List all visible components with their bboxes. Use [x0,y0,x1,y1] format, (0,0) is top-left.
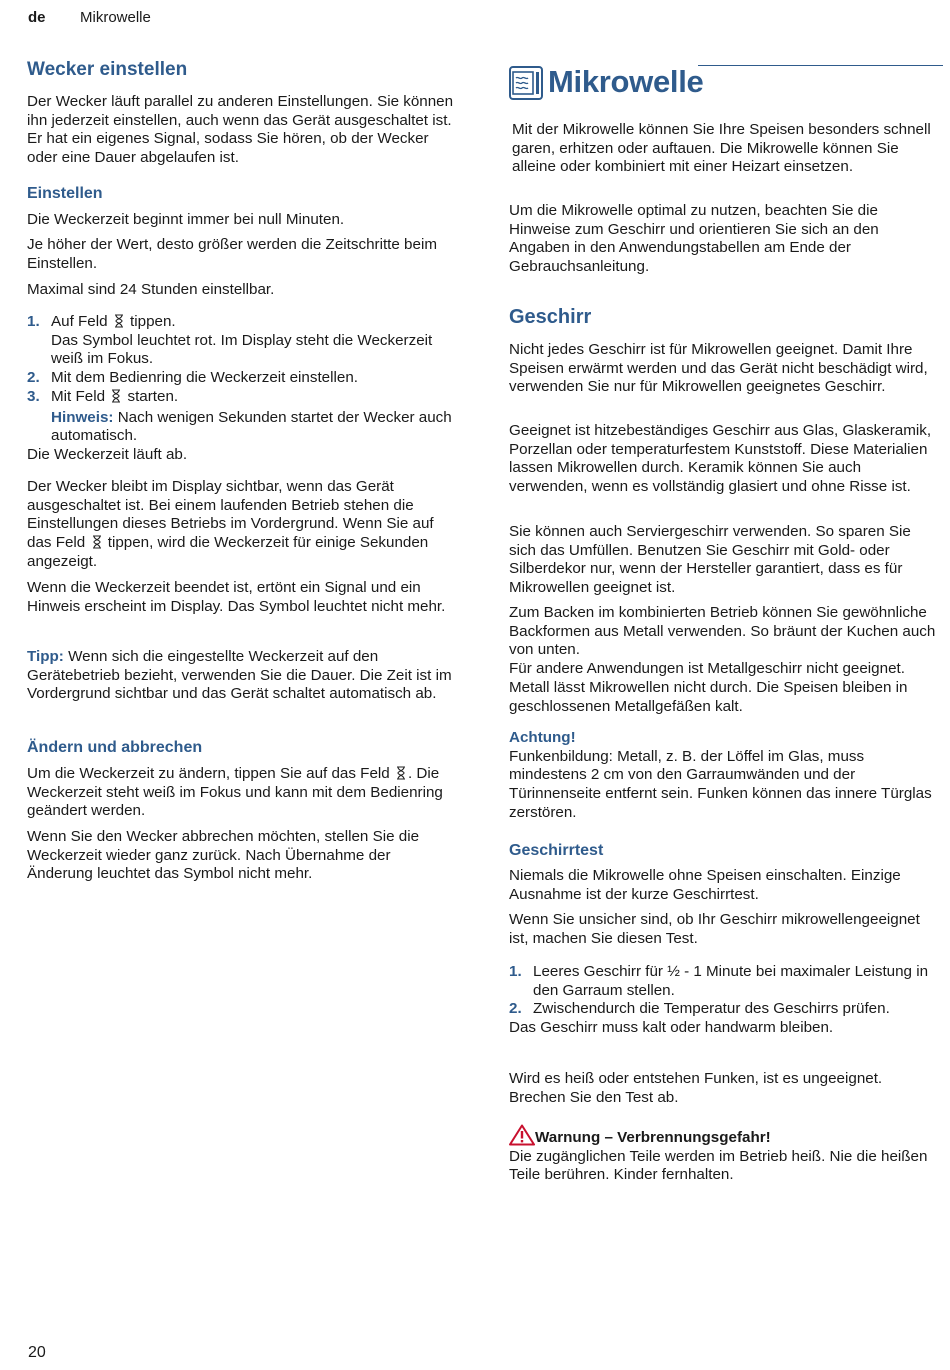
step-number: 1. [509,963,522,980]
language-code: de [28,9,46,26]
step-number: 2. [509,1000,522,1018]
warning-heading [509,1124,941,1148]
subsection-title-aendern: Ändern und abbrechen [27,739,203,756]
geschirr-p1: Nicht jedes Geschirr ist für Mikrowellen geeignet. Damit Ihre Speisen erwärmt werden und das Gerät nicht beschädigt wird, verwenden Sie nur für Mikrowellen geeignetes Geschirr. [509,341,928,396]
step-list [27,313,459,465]
hinweis-label: Hinweis: [51,408,114,426]
section-title-geschirr: Geschirr [509,306,592,328]
page-number: 20 [28,1344,46,1361]
tipp-label: Tipp: [27,648,64,665]
step-text: starten. [127,387,179,405]
einstellen-p1: Die Weckerzeit beginnt immer bei null Minuten. [27,211,345,228]
step-text: Leeres Geschirr für ½ - 1 Minute bei maximaler Leistung in den Garraum stellen. [533,963,929,999]
warning-triangle-icon [509,1124,535,1146]
step-item [27,369,459,388]
einstellen-p3: Maximal sind 24 Stunden einstellbar. [27,281,275,298]
step-item [509,1000,941,1019]
mikrowelle-intro-1: Mit der Mikrowelle können Sie Ihre Speisen besonders schnell garen, erhitzen oder auftauen. Die Mikrowelle können Sie alleine oder kombiniert mit einer Heizart einsetzen. [512,121,931,176]
wecker-intro: Der Wecker läuft parallel zu anderen Einstellungen. Sie können ihn jederzeit einstellen, auch wenn das Gerät ausgeschaltet ist. Er hat ein eigenes Signal, sodass Sie hören, ob der Wecker oder eine Dauer abgelaufen ist. [27,93,454,167]
test-step-list [509,963,941,1038]
step-final-result: Die Weckerzeit läuft ab. [27,445,188,463]
einstellen-p2: Je höher der Wert, desto größer werden die Zeitschritte beim Einstellen. [27,236,437,272]
step-text: tippen. [130,313,176,330]
title-rule [698,65,943,66]
tipp-paragraph: Tipp: Wenn sich die eingestellte Weckerzeit auf den Gerätebetrieb bezieht, verwenden Sie die Dauer. Die Zeit ist im Vordergrund sichtbar und das Gerät schaltet automatisch ab. [27,648,452,703]
step-text: Auf Feld [51,313,108,330]
test-p4: Wird es heiß oder entstehen Funken, ist es ungeeignet. Brechen Sie den Test ab. [509,1070,883,1106]
step-text: Mit dem Bedienring die Weckerzeit einstellen. [51,369,358,387]
step-text: Mit Feld [51,387,106,405]
timer-icon [113,314,125,328]
step-number: 1. [27,313,40,330]
warning-label: Warnung – Verbrennungsgefahr! [535,1129,771,1146]
mikrowelle-intro-2: Um die Mikrowelle optimal zu nutzen, beachten Sie die Hinweise zum Geschirr und orientieren Sie sich an den Angaben in den Anwendungstabellen am Ende der Gebrauchsanleitung. [509,202,879,276]
timer-icon [110,389,122,403]
aendern-paragraph: Um die Weckerzeit zu ändern, tippen Sie auf das Feld . Die Weckerzeit steht weiß im Fokus und kann mit dem Bedienring geändert werden. [27,765,443,820]
section-title-wecker: Wecker einstellen [27,59,188,80]
subsection-title-einstellen: Einstellen [27,185,103,202]
chapter-title: Mikrowelle [548,64,704,99]
wecker-ende-paragraph: Wenn die Weckerzeit beendet ist, ertönt ein Signal und ein Hinweis erscheint im Display. Das Symbol leuchtet nicht mehr. [27,579,446,615]
geschirr-p4: Zum Backen im kombinierten Betrieb können Sie gewöhnliche Backformen aus Metall verwenden. So bräunt der Kuchen auch von unten. [509,604,936,659]
step-item [27,388,459,407]
step-text: Zwischendurch die Temperatur des Geschirrs prüfen. [533,1000,890,1018]
test-p1: Niemals die Mikrowelle ohne Speisen einschalten. Einzige Ausnahme ist der kurze Geschirrtest. [509,867,901,903]
hinweis-text: Nach wenigen Sekunden startet der Wecker auch automatisch. [51,408,452,445]
achtung-text: Funkenbildung: Metall, z. B. der Löffel im Glas, muss mindestens 2 cm von den Garraumwänden und der Türinnenseite entfernt sein. Funken können das innere Türglas zerstören. [509,747,932,821]
abbrechen-paragraph: Wenn Sie den Wecker abbrechen möchten, stellen Sie die Weckerzeit wieder ganz zurück. Nach Übernahme der Änderung leuchtet das Symbol nicht mehr. [27,828,420,883]
step-item [509,963,941,1000]
timer-icon [395,766,407,780]
geschirr-p2: Geeignet ist hitzebeständiges Geschirr aus Glas, Glaskeramik, Porzellan oder temperaturfestem Kunststoff. Diese Materialien lassen Mikrowellen durch. Keramik können Sie auch verwenden, wenn es vollständig glasiert und ohne Risse ist. [509,422,932,496]
geschirr-p3: Sie können auch Serviergeschirr verwenden. So sparen Sie sich das Umfüllen. Benutzen Sie Geschirr mit Gold- oder Silberdekor nur, wenn der Hersteller garantiert, dass es für Mikrowellen geeignet ist. [509,523,911,597]
step-result: Das Symbol leuchtet rot. Im Display steht die Weckerzeit weiß im Fokus. [51,331,433,368]
step-item [27,313,459,332]
test-p2: Wenn Sie unsicher sind, ob Ihr Geschirr mikrowellengeeignet ist, machen Sie diesen Test. [509,911,920,947]
achtung-label: Achtung! [509,729,576,746]
chapter-title-bar [509,62,943,102]
timer-icon [91,535,103,549]
step-number: 3. [27,387,40,405]
step-number: 2. [27,369,40,387]
warning-text: Die zugänglichen Teile werden im Betrieb heiß. Nie die heißen Teile berühren. Kinder fernhalten. [509,1147,928,1184]
microwave-icon [509,66,543,100]
geschirr-p5: Für andere Anwendungen ist Metallgeschirr nicht geeignet. Metall lässt Mikrowellen nicht durch. Die Speisen bleiben in geschlossenen Metallgefäßen kalt. [509,660,908,715]
step-final-result: Das Geschirr muss kalt oder handwarm bleiben. [509,1019,834,1037]
wecker-display-paragraph: Der Wecker bleibt im Display sichtbar, wenn das Gerät ausgeschaltet ist. Bei einem laufenden Betrieb stehen die Einstellungen dieses Betriebs im Vordergrund. Wenn Sie auf das Feld tippen, wird die Weckerzeit für einige Sekunden angezeigt. [27,478,434,570]
header-section: Mikrowelle [80,9,151,26]
subsection-title-geschirrtest: Geschirrtest [509,842,604,859]
page-header [28,9,151,26]
